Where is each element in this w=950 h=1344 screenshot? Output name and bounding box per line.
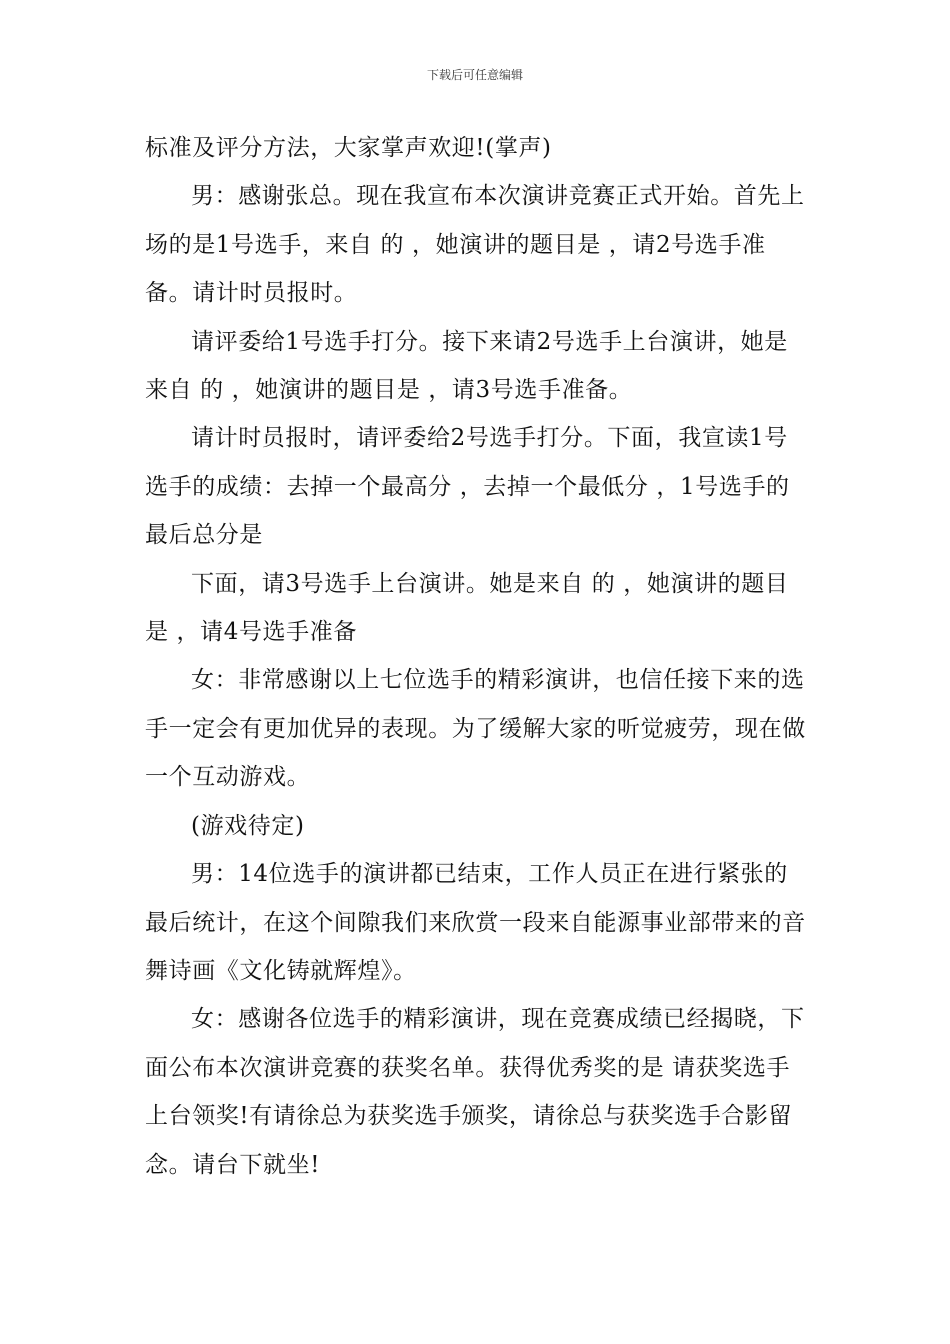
- paragraph-performance: 男：14位选手的演讲都已结束，工作人员正在进行紧张的最后统计，在这个间隙我们来欣赏一段来自能源事业部带来的音舞诗画《文化铸就辉煌》。: [145, 861, 806, 984]
- paragraph-interactive-game: 女：非常感谢以上七位选手的精彩演讲，也信任接下来的选手一定会有更加优异的表现。为了缓解大家的听觉疲劳，现在做一个互动游戏。: [145, 667, 806, 791]
- paragraph-score-1: 请计时员报时，请评委给2号选手打分。下面，我宣读1号选手的成绩：去掉一个最高分 ，去掉一个最低分 ，1号选手的最后总分是: [145, 425, 790, 549]
- page-header: 下载后可任意编辑: [426, 68, 523, 82]
- paragraph-opening-announcement: 男：感谢张总。现在我宣布本次演讲竞赛正式开始。首先上场的是1号选手，来自 的 ，她演讲的题目是 ，请2号选手准备。请计时员报时。: [145, 183, 805, 307]
- paragraph-continuation: 标准及评分方法，大家掌声欢迎!(掌声): [145, 135, 552, 161]
- paragraph-contestant-3: 下面，请3号选手上台演讲。她是来自 的 ，她演讲的题目是 ，请4号选手准备: [145, 570, 789, 646]
- paragraph-contestant-2: 请评委给1号选手打分。接下来请2号选手上台演讲，她是来自 的 ，她演讲的题目是 ，请3号选手准备。: [145, 328, 788, 404]
- paragraph-game-tbd: (游戏待定): [191, 812, 305, 839]
- document-body: [145, 124, 810, 1189]
- paragraph-awards: 女：感谢各位选手的精彩演讲，现在竞赛成绩已经揭晓，下面公布本次演讲竞赛的获奖名单。获得优秀奖的是 请获奖选手上台领奖!有请徐总为获奖选手颁奖，请徐总与获奖选手合影留念。请台下就坐!: [145, 1006, 805, 1178]
